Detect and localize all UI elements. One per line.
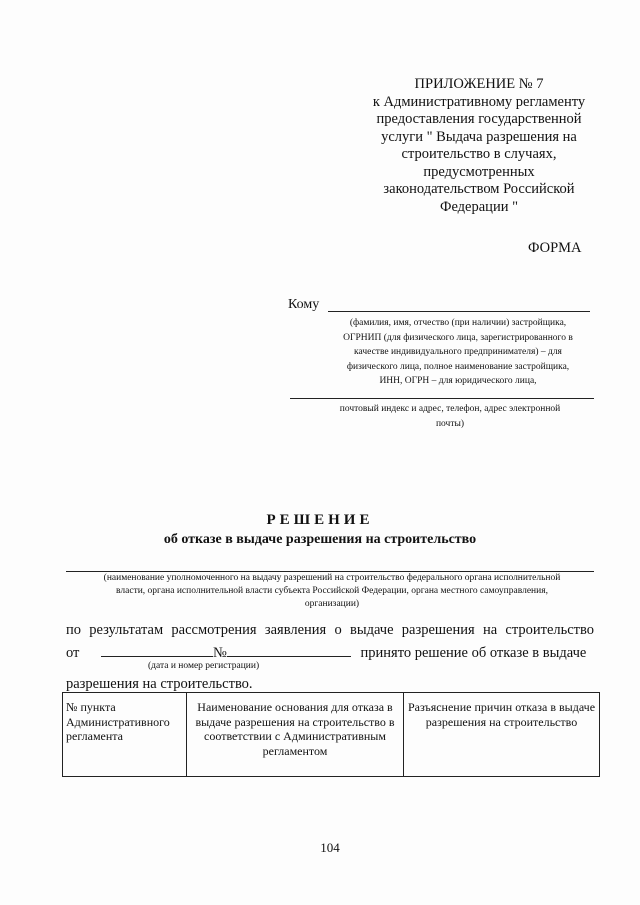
number-label: № [213,645,227,661]
appendix-header [348,76,610,216]
body-paragraph-line [66,645,594,662]
body-paragraph-line: по результатам рассмотрения заявления о выдаче разрешения на строительство [66,622,594,638]
decision-title: РЕШЕНИЕ [266,512,374,528]
organ-note-line: власти, органа исполнительной власти субъекта Российской Федерации, органа местного самоуправления, [116,586,548,596]
from-label: от [66,645,80,661]
table-header-row [63,693,600,777]
decision-text: принято решение об отказе в выдаче [360,645,587,661]
appendix-line: услуги " Выдача разрешения на [381,128,577,145]
registration-note: (дата и номер регистрации) [148,661,260,671]
table-header-cell: Разъяснение причин отказа в выдаче разрешения на строительство [404,693,600,777]
decision-subtitle: об отказе в выдаче разрешения на строительство [163,532,477,547]
recipient-note-line: физического лица, полное наименование застройщика, [346,361,570,372]
appendix-line: строительство в случаях, [401,146,557,162]
appendix-line: предусмотренных [423,163,535,180]
organ-note [62,572,602,611]
address-note-line: почтовый индекс и адрес, телефон, адрес электронной [339,404,561,414]
appendix-title: ПРИЛОЖЕНИЕ № 7 [414,76,544,92]
address-note-line: почты) [435,418,465,429]
recipient-note-line: ИНН, ОГРН – для юридического лица, [379,376,537,386]
appendix-line: Федерации " [439,198,519,215]
address-fill-line [290,398,594,399]
table-header-cell: Наименование основания для отказа в выдаче разрешения на строительство в соответствии с Административным регламентом [187,693,404,777]
recipient-label: Кому [288,297,320,312]
appendix-line: законодательством Российской [383,181,575,197]
appendix-line: предоставления государственной [376,111,582,127]
recipient-note [310,316,606,389]
recipient-note-line: (фамилия, имя, отчество (при наличии) застройщика, [349,318,567,328]
date-fill-line [101,646,213,657]
recipient-note-line: качестве индивидуального предпринимателя) – для [354,347,562,357]
recipient-note-line: ОГРНИП (для физического лица, зарегистрированного в [343,332,573,343]
address-note [300,402,600,431]
table-header-cell: № пункта Административного регламента [63,693,187,777]
form-label: ФОРМА [528,240,582,256]
recipient-fill-line [328,311,590,312]
page-number: 104 [320,840,340,855]
number-fill-line [227,646,351,657]
appendix-line: к Административному регламенту [372,93,586,110]
body-paragraph-line: разрешения на строительство. [66,676,253,692]
reasons-table [62,692,600,777]
organ-note-line: (наименование уполномоченного на выдачу разрешений на строительство федерального органа исполнительной [103,573,561,583]
organ-note-line: организации) [304,599,360,609]
